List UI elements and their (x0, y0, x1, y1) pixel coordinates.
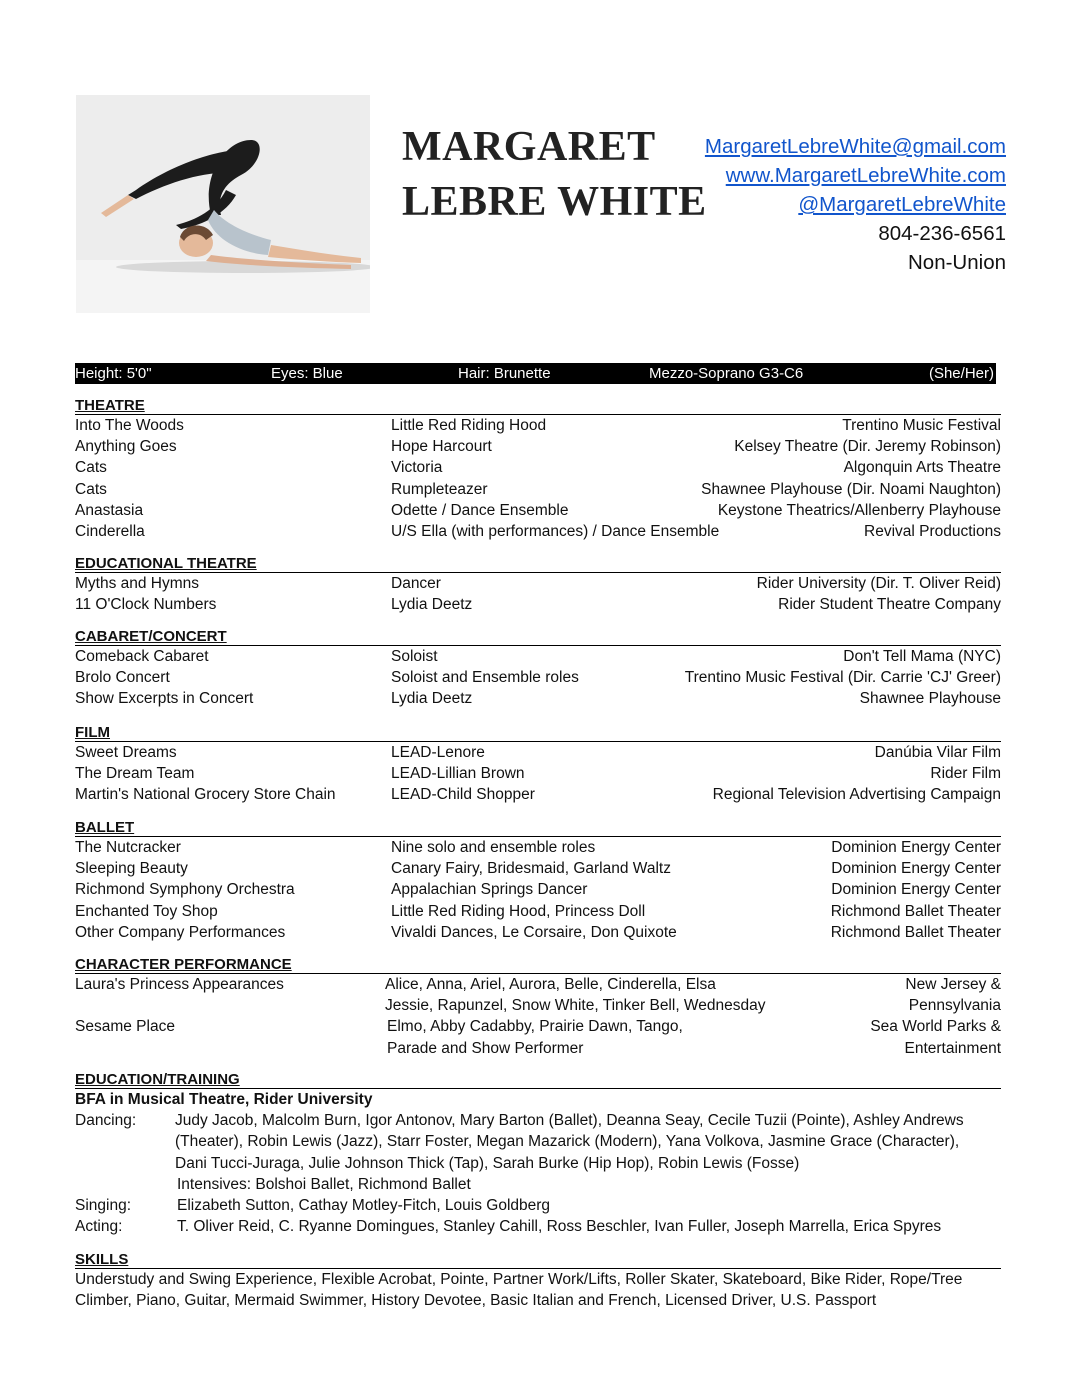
section-heading: EDUCATION/TRAINING (75, 1071, 1001, 1089)
credit-row: Jessie, Rapunzel, Snow White, Tinker Bell, Wednesday Pennsylvania (385, 997, 1001, 1015)
stats-bar (75, 363, 996, 384)
credit-row: Cats Victoria Algonquin Arts Theatre (75, 459, 1001, 477)
union-status: Non-Union (908, 251, 1006, 274)
section-heading: FILM (75, 724, 1001, 742)
credit-row: 11 O'Clock Numbers Lydia Deetz Rider Student Theatre Company (75, 596, 1001, 614)
name-line-2: LEBRE WHITE (402, 179, 707, 225)
skills-line-2: Climber, Piano, Guitar, Mermaid Swimmer, History Devotee, Basic Italian and French, Licensed Driver, U.S. Passport (75, 1292, 877, 1310)
skills-line-1: Understudy and Swing Experience, Flexible Acrobat, Pointe, Partner Work/Lifts, Roller Skater, Skateboard, Bike Rider, Rope/Tree (75, 1271, 963, 1288)
contact-block (626, 132, 1006, 277)
credit-row: Cinderella U/S Ella (with performances) / Dance Ensemble Revival Productions (75, 522, 1001, 540)
stat-eyes: Eyes: Blue (271, 365, 343, 382)
credit-row: Into The Woods Little Red Riding Hood Trentino Music Festival (75, 417, 1001, 434)
section-ballet (75, 819, 1001, 943)
website-link[interactable]: www.MargaretLebreWhite.com (725, 164, 1006, 187)
section-theatre (75, 397, 1001, 542)
section-heading: BALLET (75, 819, 1001, 837)
credit-row: The Dream Team LEAD-Lillian Brown Rider Film (75, 765, 1001, 783)
section-skills (75, 1251, 1001, 1311)
degree: BFA in Musical Theatre (75, 1091, 245, 1108)
singing-line: Singing: Elizabeth Sutton, Cathay Motley-Fitch, Louis Goldberg (75, 1196, 551, 1214)
section-film (75, 724, 1001, 806)
dancing-line-3: Dani Tucci-Juraga, Julie Johnson Thick (Tap), Sarah Burke (Hip Hop), Robin Lewis (Fosse) (175, 1154, 800, 1172)
section-character-performance (75, 956, 1001, 1059)
credit-row: The Nutcracker Nine solo and ensemble roles Dominion Energy Center (75, 839, 1001, 856)
credit-row: Martin's National Grocery Store Chain LEAD-Child Shopper Regional Television Advertising Campaign (75, 786, 1001, 804)
school: , Rider University (244, 1091, 373, 1108)
credit-row: Parade and Show Performer Entertainment (387, 1039, 1001, 1057)
section-education-training (75, 1071, 1001, 1237)
dancer-illustration (76, 95, 370, 313)
section-heading: EDUCATIONAL THEATRE (75, 555, 1001, 573)
credit-row: Laura's Princess Appearances Alice, Anna, Ariel, Aurora, Belle, Cinderella, Elsa New Jersey & (75, 976, 1001, 993)
credit-row: Comeback Cabaret Soloist Don't Tell Mama (NYC) (75, 648, 1001, 665)
credit-row: Anastasia Odette / Dance Ensemble Keystone Theatrics/Allenberry Playhouse (75, 501, 1001, 519)
credit-row: Sesame Place Elmo, Abby Cadabby, Prairie Dawn, Tango, Sea World Parks & (75, 1018, 1001, 1036)
phone-number: 804-236-6561 (878, 222, 1006, 245)
credit-row: Richmond Symphony Orchestra Appalachian Springs Dancer Dominion Energy Center (75, 881, 1001, 899)
dancing-line-2: (Theater), Robin Lewis (Jazz), Starr Foster, Megan Mazarick (Modern), Yana Volkova, Jasmine Grace (Character), (175, 1133, 960, 1151)
section-heading: SKILLS (75, 1251, 1001, 1269)
credit-row: Anything Goes Hope Harcourt Kelsey Theatre (Dir. Jeremy Robinson) (75, 438, 1001, 456)
credit-row: Sweet Dreams LEAD-Lenore Danúbia Vilar Film (75, 744, 1001, 761)
credit-row: Myths and Hymns Dancer Rider University (Dir. T. Oliver Reid) (75, 575, 1001, 592)
section-heading: CHARACTER PERFORMANCE (75, 956, 1001, 974)
dancer-photo (76, 95, 370, 313)
section-educational-theatre (75, 555, 1001, 615)
name-line-1: MARGARET (402, 124, 656, 170)
degree-line (75, 1089, 1001, 1110)
stat-pronouns: (She/Her) (928, 365, 994, 382)
stat-height: Height: 5'0" (75, 365, 152, 382)
stat-hair: Hair: Brunette (458, 365, 551, 382)
credit-row: Show Excerpts in Concert Lydia Deetz Shawnee Playhouse (75, 690, 1001, 708)
section-heading: CABARET/CONCERT (75, 628, 1001, 646)
section-cabaret-concert (75, 628, 1001, 710)
credit-row: Enchanted Toy Shop Little Red Riding Hood, Princess Doll Richmond Ballet Theater (75, 902, 1001, 920)
credit-row: Other Company Performances Vivaldi Dances, Le Corsaire, Don Quixote Richmond Ballet Theater (75, 923, 1001, 941)
credit-row: Cats Rumpleteazer Shawnee Playhouse (Dir. Noami Naughton) (75, 480, 1001, 498)
email-link[interactable]: MargaretLebreWhite@gmail.com (704, 135, 1006, 158)
dancing-line-1: Dancing: Judy Jacob, Malcolm Burn, Igor Antonov, Mary Barton (Ballet), Deanna Seay, Cecile Tuzii (Pointe), Ashley Andrews (75, 1112, 964, 1130)
credit-row: Sleeping Beauty Canary Fairy, Bridesmaid, Garland Waltz Dominion Energy Center (75, 860, 1001, 878)
credit-row: Brolo Concert Soloist and Ensemble roles Trentino Music Festival (Dir. Carrie 'CJ' Greer) (75, 669, 1001, 687)
acting-line: Acting: T. Oliver Reid, C. Ryanne Domingues, Stanley Cahill, Ross Beschler, Ivan Fuller, Joseph Marrella, Erica Spyres (75, 1218, 942, 1236)
social-link[interactable]: @MargaretLebreWhite (798, 193, 1006, 216)
section-heading: THEATRE (75, 397, 1001, 415)
dancing-line-4: Intensives: Bolshoi Ballet, Richmond Ballet (177, 1175, 471, 1193)
stat-voice: Mezzo-Soprano G3-C6 (649, 365, 804, 382)
